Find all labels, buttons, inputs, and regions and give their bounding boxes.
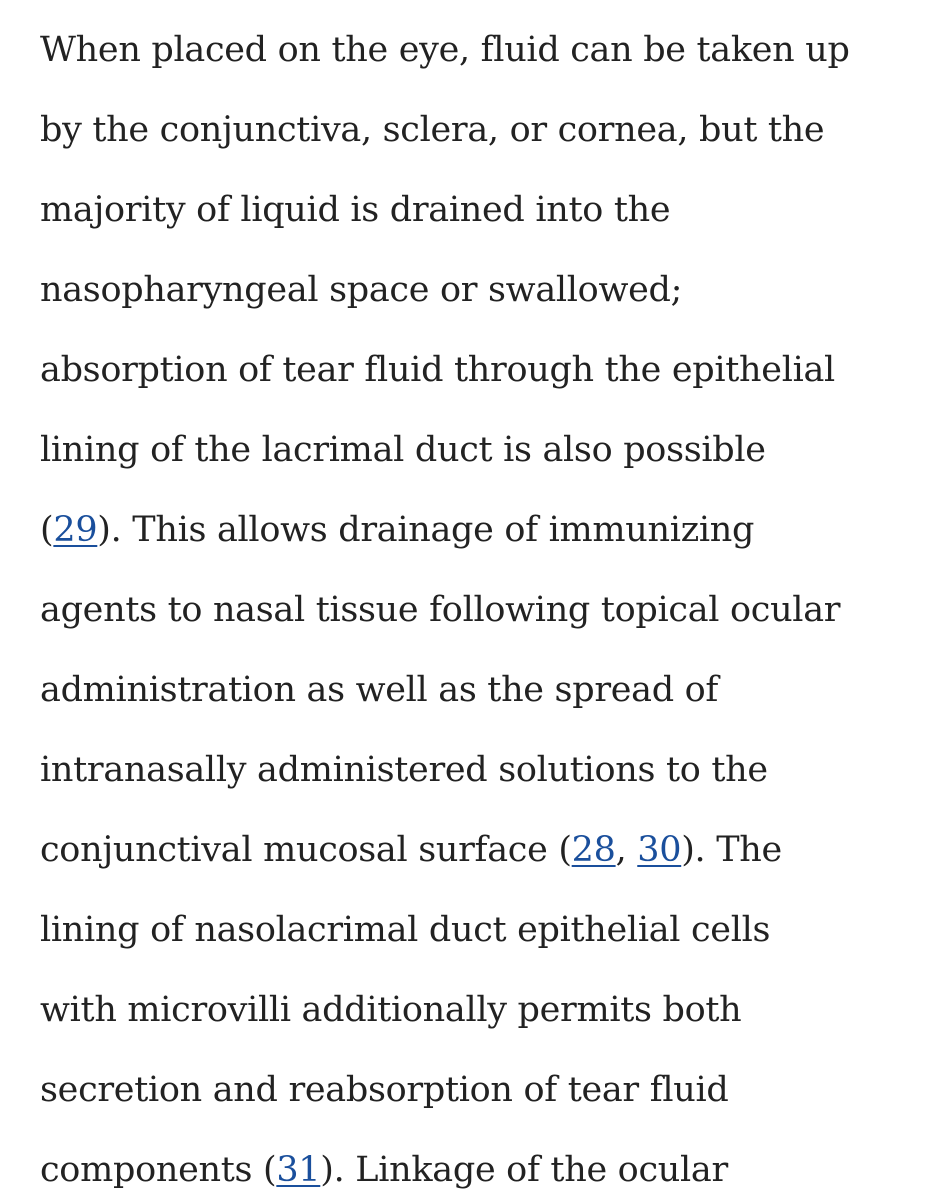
text-fragment: When placed on the eye, fluid can be taken up [40,30,850,70]
text-line [40,910,770,950]
text-line [40,350,835,390]
reference-link-31[interactable]: 31 [276,1150,321,1190]
reference-link-29[interactable]: 29 [53,510,98,550]
text-line [40,510,754,550]
text-fragment: administration as well as the spread of [40,670,719,710]
text-fragment: absorption of tear fluid through the epithelial [40,350,835,390]
text-fragment: lining of the lacrimal duct is also possible [40,430,766,470]
text-line [40,1150,728,1190]
text-fragment: agents to nasal tissue following topical ocular [40,590,841,630]
text-line [40,1070,728,1110]
text-line [40,30,850,70]
reference-link-30[interactable]: 30 [637,830,682,870]
text-line [40,990,741,1030]
text-fragment: , [615,830,638,870]
text-fragment: nasopharyngeal space or swallowed; [40,270,683,310]
text-fragment: ). This allows drainage of immunizing [97,510,755,550]
text-line [40,830,782,870]
text-fragment: intranasally administered solutions to the [40,750,768,790]
text-line [40,670,718,710]
text-fragment: ). Linkage of the ocular [320,1150,728,1190]
text-fragment: lining of nasolacrimal duct epithelial cells [40,910,771,950]
text-fragment: majority of liquid is drained into the [40,190,671,230]
text-line [40,110,824,150]
text-fragment: conjunctival mucosal surface ( [40,830,572,870]
text-line [40,430,766,470]
text-line [40,190,670,230]
text-fragment: ). The [681,830,782,870]
text-fragment: components ( [40,1150,277,1190]
text-fragment: secretion and reabsorption of tear fluid [40,1070,729,1110]
text-line [40,270,682,310]
text-fragment: ( [40,510,54,550]
text-fragment: with microvilli additionally permits both [40,990,742,1030]
text-line [40,750,768,790]
text-fragment: by the conjunctiva, sclera, or cornea, but the [40,110,825,150]
text-line [40,590,840,630]
reference-link-28[interactable]: 28 [571,830,616,870]
